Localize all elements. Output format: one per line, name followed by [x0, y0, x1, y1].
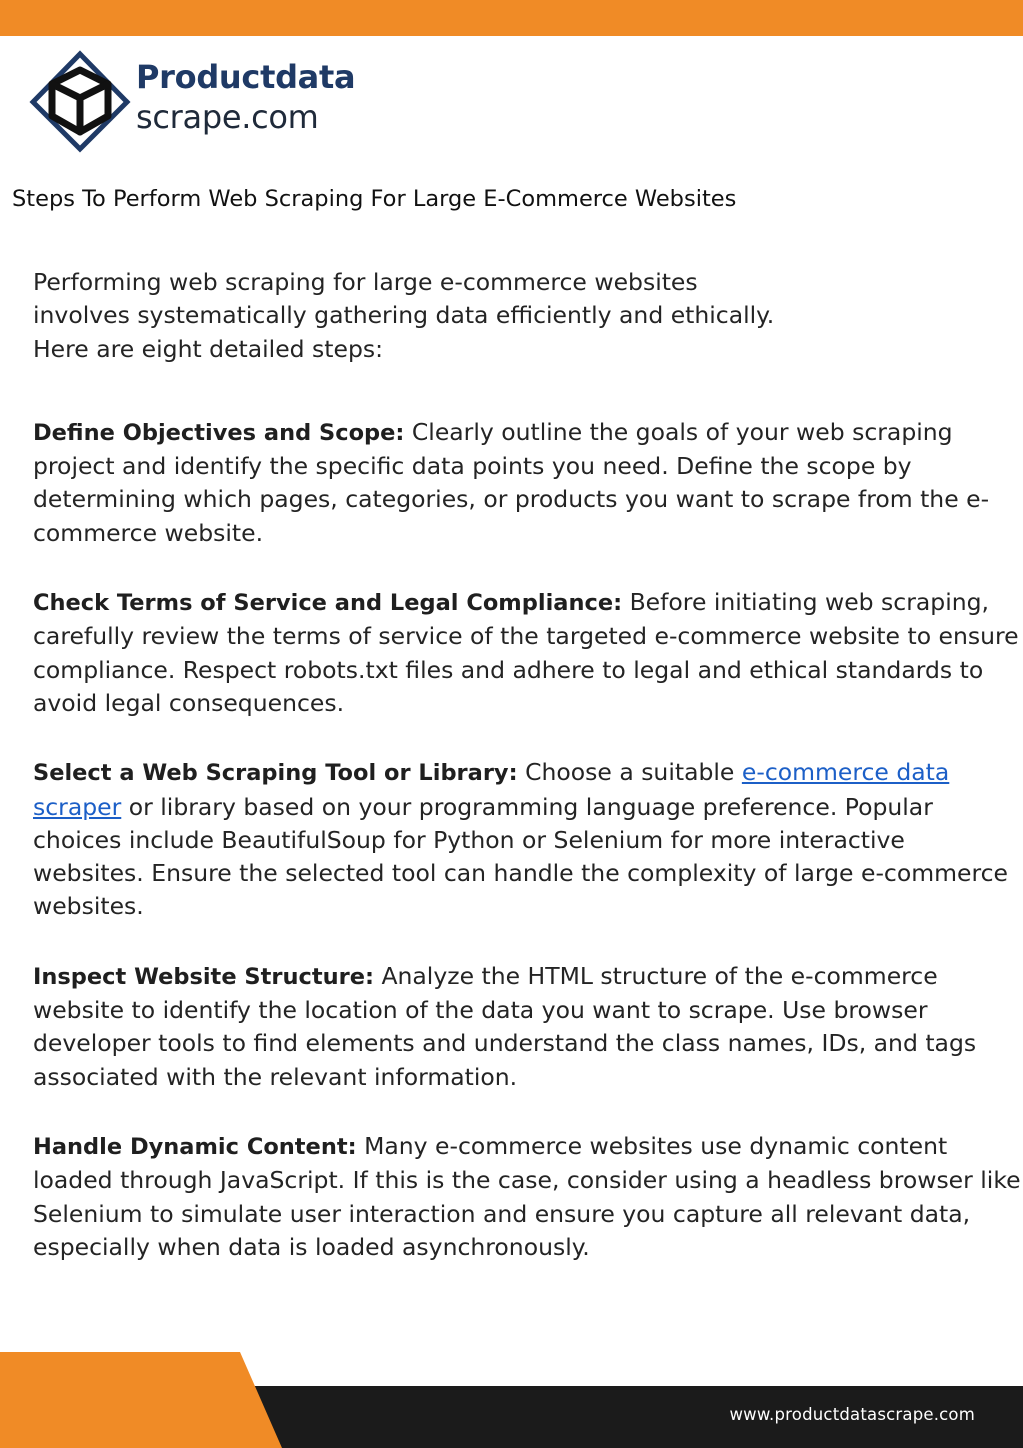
page-title: Steps To Perform Web Scraping For Large E-Commerce Websites [12, 186, 737, 212]
step-title: Check Terms of Service and Legal Compliance: [33, 590, 623, 617]
cube-icon [28, 50, 132, 154]
step-title: Define Objectives and Scope: [33, 419, 405, 446]
footer-band [0, 1352, 1023, 1448]
step-text: Before initiating web scraping, carefully review the terms of service of the targeted e-commerce website to ensure compliance. Respect robots.txt files and adhere to legal and ethical standards to avoid legal consequences. [33, 588, 1019, 717]
footer-website-url[interactable]: www.productdatascrape.com [729, 1405, 975, 1424]
step-text: Many e-commerce websites use dynamic content loaded through JavaScript. If this is the case, consider using a headless browser like Selenium to simulate user interaction and ensure you capture all relevant data, especially when data is loaded asynchronously. [33, 1131, 1021, 1261]
step-check-terms [33, 586, 1023, 720]
step-inspect-structure [33, 960, 1023, 1094]
logo-text-line1: Productdata [136, 58, 356, 96]
step-text: Clearly outline the goals of your web scraping project and identify the specific data points you need. Define the scope by determining which pages, categories, or products you want to scrape from the e-commerce website. [33, 417, 990, 547]
step-title: Handle Dynamic Content: [33, 1133, 357, 1160]
ecommerce-data-scraper-link[interactable]: e-commerce data scraper [33, 758, 950, 821]
article-body [33, 266, 1023, 1300]
intro-paragraph: Performing web scraping for large e-commerce websites involves systematically gathering data efficiently and ethically. Here are eight detailed steps: [33, 268, 775, 363]
step-select-tool [33, 756, 1023, 923]
step-define-objectives [33, 416, 1023, 550]
logo-text-line2: scrape.com [136, 98, 319, 136]
step-text: Analyze the HTML structure of the e-commerce website to identify the location of the data you want to scrape. Use browser developer tools to find elements and understand the class names, IDs, and tags associated with the relevant information. [33, 961, 977, 1091]
step-title: Inspect Website Structure: [33, 963, 374, 990]
top-accent-bar [0, 0, 1023, 36]
step-title: Select a Web Scraping Tool or Library: [33, 760, 518, 787]
brand-logo[interactable] [28, 50, 388, 150]
step-handle-dynamic [33, 1130, 1023, 1264]
step-text-after-link: or library based on your programming language preference. Popular choices include BeautifulSoup for Python or Selenium for more interactive websites. Ensure the selected tool can handle the complexity of large e-commerce websites. [33, 792, 1008, 921]
step-text-before-link: Choose a suitable [525, 758, 735, 787]
